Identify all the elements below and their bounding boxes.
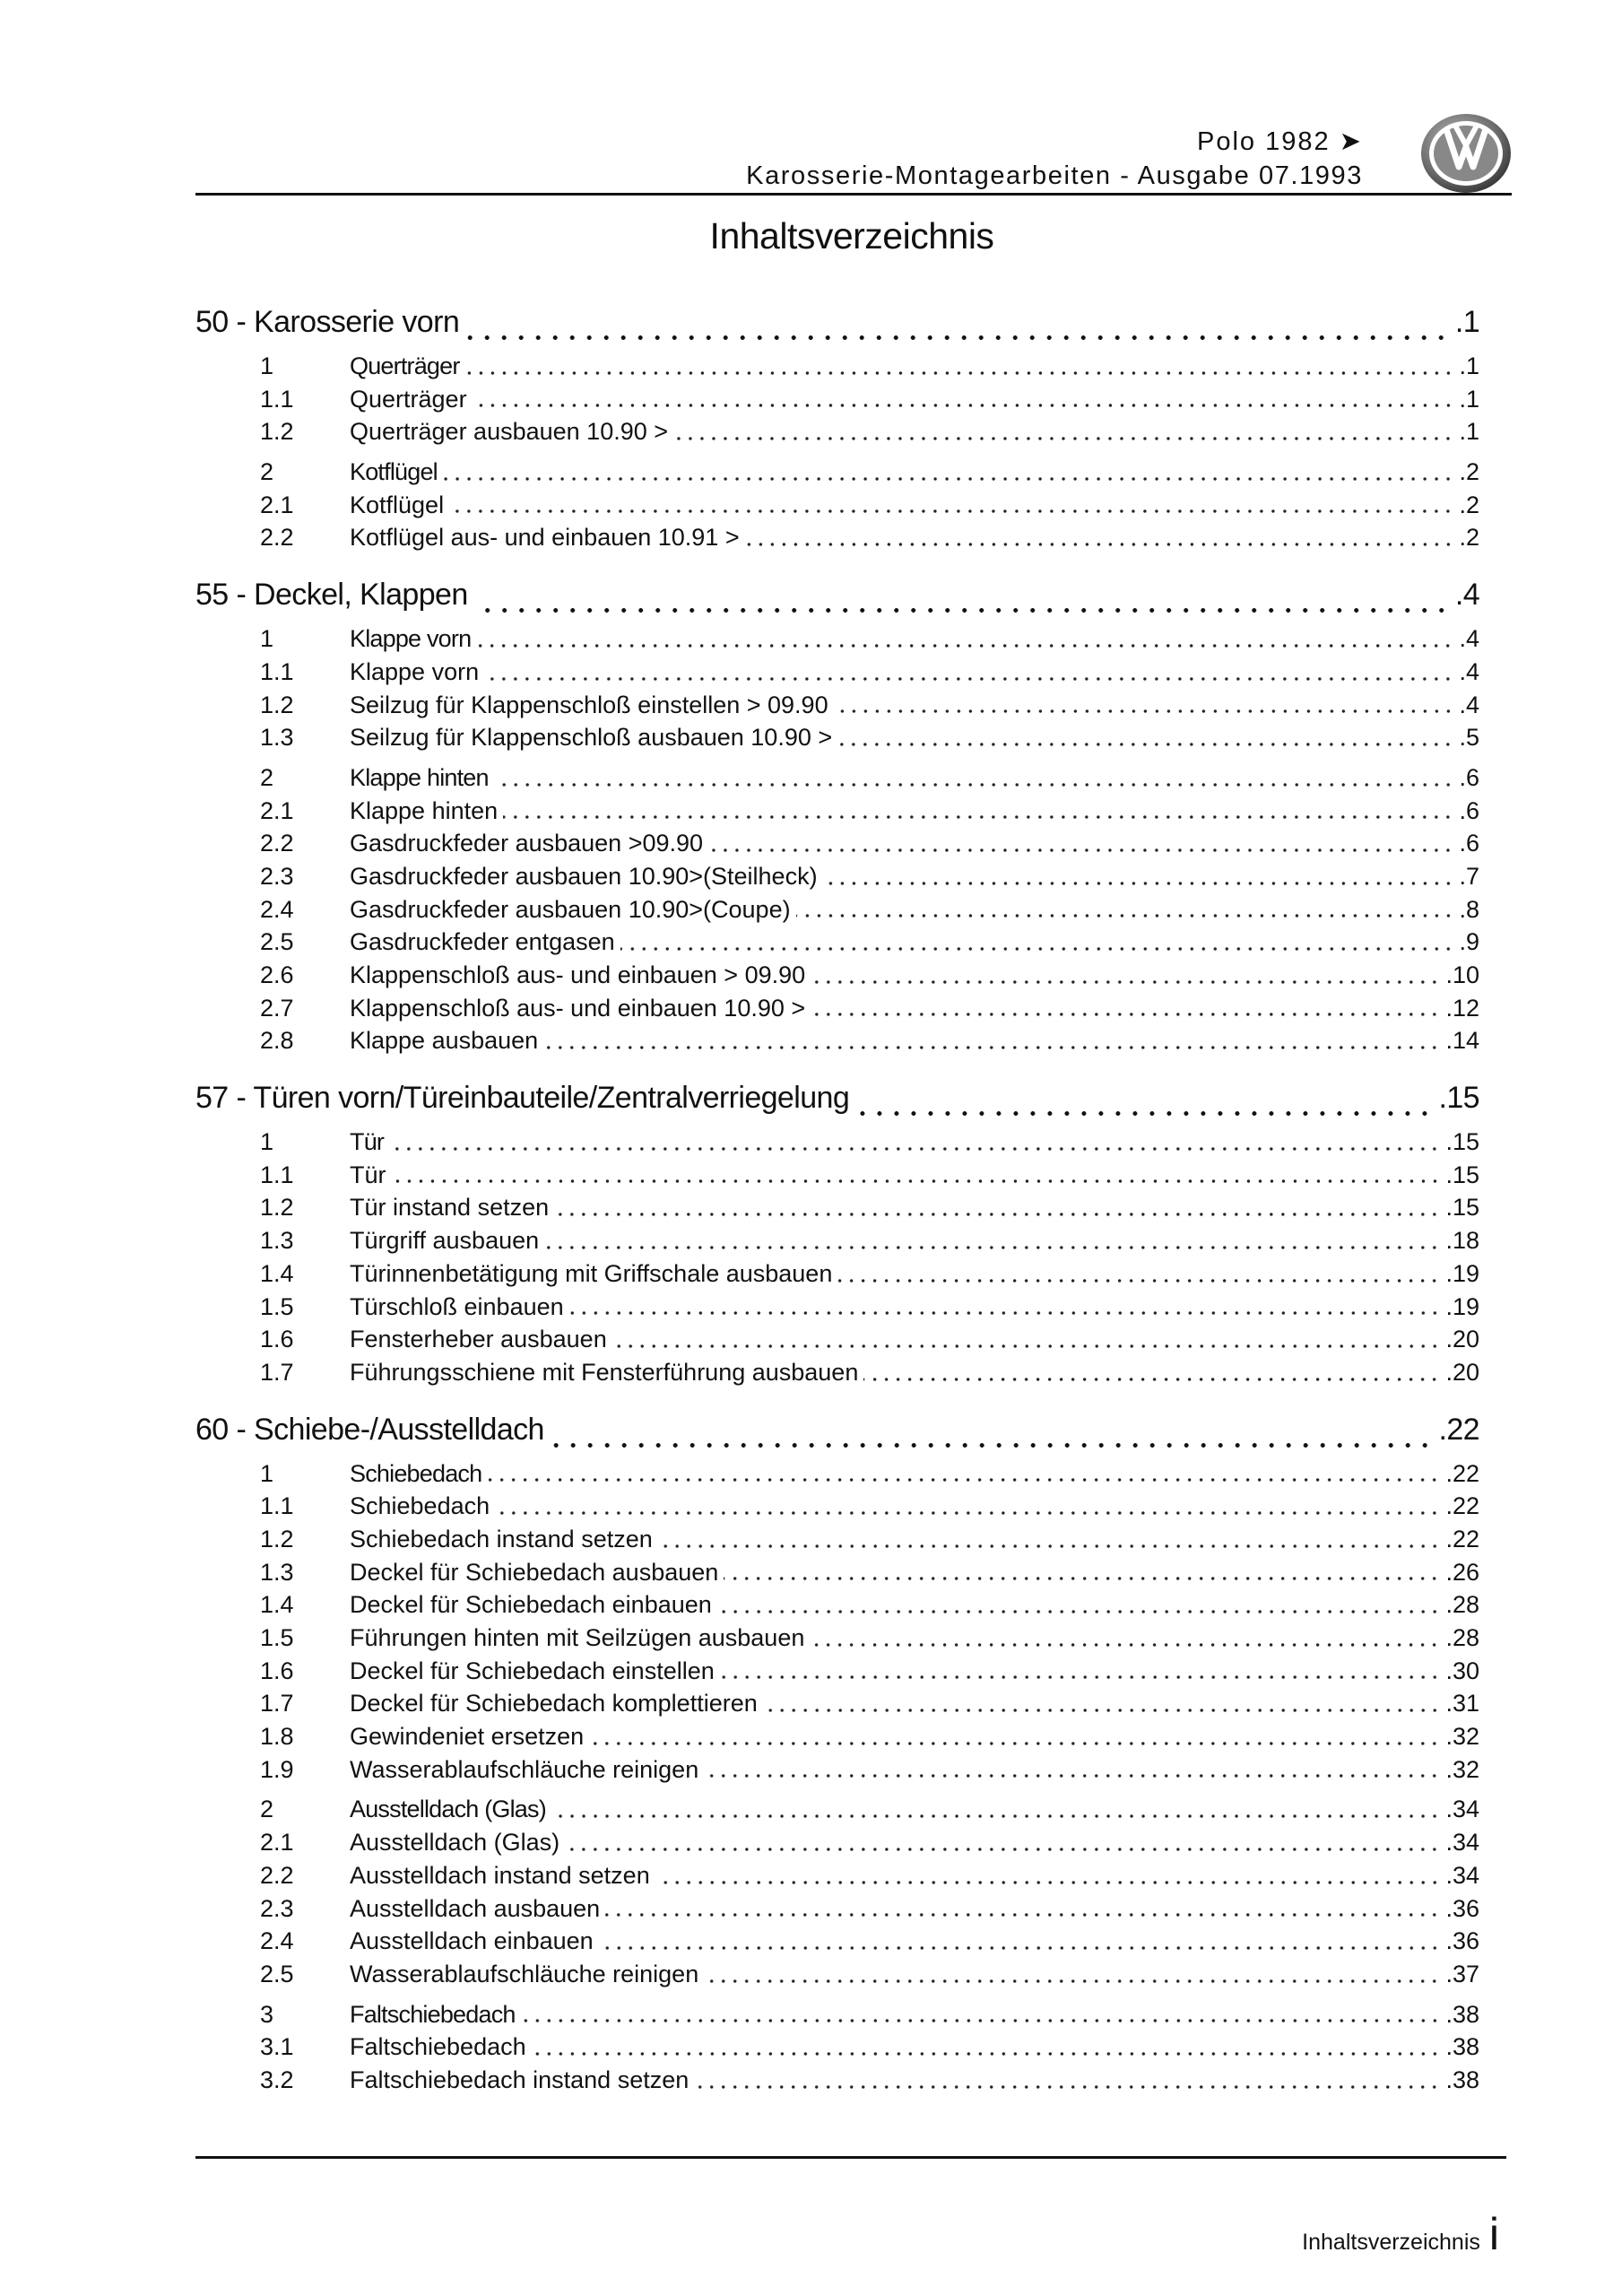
dot-leader xyxy=(720,1674,1441,1680)
entry-number: 1.3 xyxy=(260,724,294,752)
toc-entry[interactable] xyxy=(195,1892,1479,1926)
toc-chapter-heading[interactable] xyxy=(195,578,1479,622)
entry-number: 2.7 xyxy=(260,994,294,1022)
dot-leader xyxy=(704,1979,1440,1984)
toc-entry[interactable] xyxy=(195,1622,1479,1655)
entry-number: 2.1 xyxy=(260,1829,294,1857)
entry-number: 2.3 xyxy=(260,1894,294,1922)
entry-title: Querträger ausbauen 10.90 > xyxy=(350,418,669,446)
chapter-title: 60 - Schiebe-/Ausstelldach xyxy=(195,1412,544,1447)
entry-page: .15 xyxy=(1445,1128,1479,1156)
footer xyxy=(1302,2208,1499,2260)
entry-number: 1.8 xyxy=(260,1723,294,1751)
entry-title: Tür xyxy=(350,1161,386,1188)
toc-entry[interactable] xyxy=(195,1159,1479,1192)
entry-page: .6 xyxy=(1459,796,1479,824)
toc-group xyxy=(195,761,1479,1057)
chapter-page: .1 xyxy=(1454,305,1479,339)
toc-chapter xyxy=(195,1081,1479,1389)
entry-title: Deckel für Schiebedach einbauen xyxy=(350,1591,712,1619)
toc-entry[interactable] xyxy=(195,860,1479,893)
toc-entry[interactable] xyxy=(195,1556,1479,1589)
toc-entry[interactable] xyxy=(195,959,1479,992)
dot-leader xyxy=(487,1477,1440,1483)
entry-number: 2.5 xyxy=(260,1960,294,1987)
toc-entry[interactable] xyxy=(195,893,1479,926)
entry-number: 1.1 xyxy=(260,1492,294,1520)
toc-chapter xyxy=(195,1413,1479,2097)
entry-number: 2.2 xyxy=(260,524,294,552)
dot-leader xyxy=(863,1377,1440,1382)
entry-title: Klappenschloß aus- und einbauen 10.90 > xyxy=(350,994,806,1022)
dot-leader xyxy=(543,1045,1440,1050)
dot-leader xyxy=(810,1642,1440,1648)
toc-group xyxy=(195,456,1479,554)
toc-entry[interactable] xyxy=(195,1257,1479,1291)
entry-page: .7 xyxy=(1459,862,1479,890)
entry-page: .28 xyxy=(1445,1591,1479,1619)
entry-title: Querträger xyxy=(350,352,460,379)
dot-leader xyxy=(389,1146,1440,1152)
dot-leader xyxy=(605,1912,1440,1918)
toc-entry[interactable] xyxy=(195,827,1479,860)
entry-title: Ausstelldach instand setzen xyxy=(350,1861,650,1889)
dot-leader xyxy=(473,403,1454,408)
toc-entry[interactable] xyxy=(195,761,1479,795)
page-title: Inhaltsverzeichnis xyxy=(709,215,994,257)
toc-chapter xyxy=(195,305,1479,554)
entry-title: Türgriff ausbauen xyxy=(350,1227,540,1255)
entry-title: Kotflügel xyxy=(350,491,445,518)
toc-entry[interactable] xyxy=(195,1224,1479,1257)
entry-title: Faltschiebedach instand setzen xyxy=(350,2066,690,2093)
entry-page: .1 xyxy=(1459,385,1479,413)
entry-page: .2 xyxy=(1459,524,1479,552)
entry-number: 1.5 xyxy=(260,1624,294,1651)
entry-page: .15 xyxy=(1445,1161,1479,1188)
entry-page: .6 xyxy=(1459,830,1479,857)
entry-title: Deckel für Schiebedach komplettieren xyxy=(350,1690,758,1718)
entry-number: 1 xyxy=(260,352,274,379)
entry-page: .38 xyxy=(1445,2066,1479,2093)
toc-entry[interactable] xyxy=(195,1126,1479,1159)
toc-entry[interactable] xyxy=(195,1356,1479,1389)
toc-chapter-heading[interactable] xyxy=(195,1413,1479,1457)
header-model: Polo 1982 ➤ xyxy=(1197,127,1363,156)
chapter-page: .22 xyxy=(1438,1412,1479,1447)
entry-number: 2.8 xyxy=(260,1027,294,1055)
entry-page: .10 xyxy=(1445,961,1479,988)
entry-number: 1.3 xyxy=(260,1227,294,1255)
entry-page: .37 xyxy=(1445,1960,1479,1987)
entry-title: Klappe ausbauen xyxy=(350,1027,539,1055)
toc-entry[interactable] xyxy=(195,926,1479,959)
dot-leader xyxy=(532,2051,1441,2057)
entry-page: .1 xyxy=(1459,352,1479,379)
toc-entry[interactable] xyxy=(195,1720,1479,1753)
dot-leader xyxy=(834,709,1454,714)
entry-title: Faltschiebedach xyxy=(350,2000,516,2028)
toc-entry[interactable] xyxy=(195,350,1479,383)
dot-leader xyxy=(473,607,1450,613)
dot-leader xyxy=(612,1344,1441,1349)
dot-leader xyxy=(449,509,1453,514)
toc-entry[interactable] xyxy=(195,721,1479,754)
entry-number: 2.1 xyxy=(260,796,294,824)
entry-number: 2.5 xyxy=(260,928,294,956)
entry-number: 1.2 xyxy=(260,691,294,718)
entry-number: 1 xyxy=(260,1128,274,1156)
chapter-title: 50 - Karosserie vorn xyxy=(195,305,460,339)
entry-page: .32 xyxy=(1445,1755,1479,1783)
dot-leader xyxy=(837,1278,1440,1283)
entry-page: .34 xyxy=(1445,1861,1479,1889)
toc-entry[interactable] xyxy=(195,2064,1479,2097)
entry-number: 2.3 xyxy=(260,862,294,890)
dot-leader xyxy=(392,1178,1441,1184)
toc-entry[interactable] xyxy=(195,1998,1479,2031)
dot-leader xyxy=(503,814,1453,820)
toc-entry[interactable] xyxy=(195,1925,1479,1958)
vw-logo-icon xyxy=(1419,113,1513,194)
entry-number: 1 xyxy=(260,1459,274,1487)
entry-page: .31 xyxy=(1445,1690,1479,1718)
entry-title: Schiebedach xyxy=(350,1492,490,1520)
entry-page: .38 xyxy=(1445,2033,1479,2061)
entry-number: 2.4 xyxy=(260,895,294,923)
dot-leader xyxy=(521,2018,1441,2023)
dot-leader xyxy=(763,1708,1441,1713)
entry-title: Gasdruckfeder ausbauen 10.90>(Steilheck) xyxy=(350,862,818,890)
entry-number: 1.2 xyxy=(260,418,294,446)
footer-divider xyxy=(195,2156,1506,2159)
entry-number: 1 xyxy=(260,625,274,653)
dot-leader xyxy=(589,1741,1440,1746)
dot-leader xyxy=(837,742,1453,747)
toc-entry[interactable] xyxy=(195,992,1479,1025)
dot-leader xyxy=(476,643,1453,648)
dot-leader xyxy=(544,1245,1440,1250)
toc-entry[interactable] xyxy=(195,1958,1479,1991)
entry-title: Türinnenbetätigung mit Griffschale ausbauen xyxy=(350,1259,833,1287)
entry-title: Türschloß einbauen xyxy=(350,1292,564,1320)
dot-leader xyxy=(796,913,1454,918)
entry-title: Gewindeniet ersetzen xyxy=(350,1723,585,1751)
entry-title: Klappe vorn xyxy=(350,657,480,685)
toc-entry[interactable] xyxy=(195,1793,1479,1826)
entry-number: 1.9 xyxy=(260,1755,294,1783)
toc-entry[interactable] xyxy=(195,383,1479,416)
entry-page: .30 xyxy=(1445,1657,1479,1684)
entry-number: 1.7 xyxy=(260,1690,294,1718)
entry-page: .4 xyxy=(1459,691,1479,718)
entry-title: Tür instand setzen xyxy=(350,1194,550,1222)
entry-number: 1.6 xyxy=(260,1657,294,1684)
entry-title: Kotflügel xyxy=(350,458,438,486)
toc-group xyxy=(195,350,1479,448)
entry-title: Führungen hinten mit Seilzügen ausbauen xyxy=(350,1624,805,1651)
toc-entry[interactable] xyxy=(195,1457,1479,1491)
chapter-title: 57 - Türen vorn/Türeinbauteile/Zentralverriegelung xyxy=(195,1081,850,1116)
entry-page: .36 xyxy=(1445,1927,1479,1955)
dot-leader xyxy=(717,1609,1441,1614)
toc-entry[interactable] xyxy=(195,1826,1479,1859)
toc-chapter-heading[interactable] xyxy=(195,1081,1479,1126)
toc-entry[interactable] xyxy=(195,656,1479,689)
dot-leader xyxy=(854,1110,1433,1117)
dot-leader xyxy=(673,436,1453,441)
entry-page: .28 xyxy=(1445,1624,1479,1651)
toc-entry[interactable] xyxy=(195,489,1479,522)
entry-number: 2.6 xyxy=(260,961,294,988)
dot-leader xyxy=(658,1544,1441,1549)
toc-group xyxy=(195,1126,1479,1389)
dot-leader xyxy=(620,946,1454,952)
entry-page: .20 xyxy=(1445,1358,1479,1386)
entry-number: 2 xyxy=(260,763,274,791)
toc-entry[interactable] xyxy=(195,1588,1479,1622)
entry-title: Ausstelldach einbauen xyxy=(350,1927,594,1955)
toc-entry[interactable] xyxy=(195,795,1479,828)
entry-title: Ausstelldach (Glas) xyxy=(350,1829,560,1857)
dot-leader xyxy=(569,1310,1441,1316)
dot-leader xyxy=(443,476,1454,482)
entry-number: 1.2 xyxy=(260,1194,294,1222)
entry-title: Gasdruckfeder entgasen xyxy=(350,928,615,956)
entry-number: 1.1 xyxy=(260,1161,294,1188)
entry-page: .34 xyxy=(1445,1829,1479,1857)
toc-entry[interactable] xyxy=(195,415,1479,448)
dot-leader xyxy=(708,848,1453,853)
entry-page: .22 xyxy=(1445,1492,1479,1520)
toc-entry[interactable] xyxy=(195,1655,1479,1688)
entry-page: .19 xyxy=(1445,1292,1479,1320)
toc-entry[interactable] xyxy=(195,1490,1479,1523)
chapter-page: .15 xyxy=(1438,1081,1479,1116)
toc-chapter-heading[interactable] xyxy=(195,305,1479,350)
entry-title: Ausstelldach (Glas) xyxy=(350,1796,546,1823)
entry-number: 1.4 xyxy=(260,1259,294,1287)
entry-page: .22 xyxy=(1445,1459,1479,1487)
entry-page: .14 xyxy=(1445,1027,1479,1055)
entry-title: Klappenschloß aus- und einbauen > 09.90 xyxy=(350,961,806,988)
dot-leader xyxy=(823,881,1454,886)
entry-number: 3.2 xyxy=(260,2066,294,2093)
toc-entry[interactable] xyxy=(195,622,1479,656)
entry-number: 2.4 xyxy=(260,1927,294,1955)
entry-title: Fensterheber ausbauen xyxy=(350,1326,607,1353)
dot-leader xyxy=(554,1212,1440,1217)
entry-title: Deckel für Schiebedach einstellen xyxy=(350,1657,715,1684)
toc-entry[interactable] xyxy=(195,456,1479,489)
entry-page: .9 xyxy=(1459,928,1479,956)
entry-page: .18 xyxy=(1445,1227,1479,1255)
entry-title: Kotflügel aus- und einbauen 10.91 > xyxy=(350,524,740,552)
dot-leader xyxy=(655,1880,1441,1885)
entry-page: .22 xyxy=(1445,1525,1479,1552)
toc-group xyxy=(195,622,1479,754)
entry-page: .5 xyxy=(1459,724,1479,752)
toc-entry[interactable] xyxy=(195,521,1479,554)
dot-leader xyxy=(811,979,1440,985)
footer-label: Inhaltsverzeichnis xyxy=(1302,2230,1480,2255)
table-of-contents xyxy=(195,305,1479,2120)
entry-number: 1.1 xyxy=(260,385,294,413)
entry-title: Klappe vorn xyxy=(350,625,472,653)
entry-number: 1.4 xyxy=(260,1591,294,1619)
entry-page: .26 xyxy=(1445,1558,1479,1586)
toc-group xyxy=(195,1998,1479,2097)
entry-page: .20 xyxy=(1445,1326,1479,1353)
entry-title: Schiebedach instand setzen xyxy=(350,1525,653,1552)
entry-title: Klappe hinten xyxy=(350,763,489,791)
entry-title: Wasserablaufschläuche reinigen xyxy=(350,1755,699,1783)
entry-title: Gasdruckfeder ausbauen >09.90 xyxy=(350,830,704,857)
dot-leader xyxy=(495,1510,1440,1516)
chapter-page: .4 xyxy=(1454,578,1479,613)
entry-title: Seilzug für Klappenschloß ausbauen 10.90 > xyxy=(350,724,833,752)
entry-page: .38 xyxy=(1445,2000,1479,2028)
toc-entry[interactable] xyxy=(195,1191,1479,1224)
chapter-title: 55 - Deckel, Klappen xyxy=(195,578,468,613)
entry-number: 2.2 xyxy=(260,830,294,857)
entry-page: .12 xyxy=(1445,994,1479,1022)
entry-title: Faltschiebedach xyxy=(350,2033,526,2061)
entry-page: .1 xyxy=(1459,418,1479,446)
entry-number: 1.2 xyxy=(260,1525,294,1552)
dot-leader xyxy=(551,1813,1441,1819)
entry-title: Gasdruckfeder ausbauen 10.90>(Coupe) xyxy=(350,895,791,923)
dot-leader xyxy=(599,1945,1441,1951)
entry-title: Wasserablaufschläuche reinigen xyxy=(350,1960,699,1987)
entry-number: 2 xyxy=(260,1796,274,1823)
entry-page: .19 xyxy=(1445,1259,1479,1287)
entry-number: 2.1 xyxy=(260,491,294,518)
toc-entry[interactable] xyxy=(195,689,1479,722)
entry-title: Ausstelldach ausbauen xyxy=(350,1894,601,1922)
dot-leader xyxy=(464,335,1450,341)
dot-leader xyxy=(694,2084,1440,2090)
entry-page: .32 xyxy=(1445,1723,1479,1751)
entry-title: Führungsschiene mit Fensterführung ausbauen xyxy=(350,1358,859,1386)
entry-number: 2.2 xyxy=(260,1861,294,1889)
toc-entry[interactable] xyxy=(195,1323,1479,1356)
entry-number: 1.3 xyxy=(260,1558,294,1586)
toc-chapter xyxy=(195,578,1479,1057)
entry-number: 3.1 xyxy=(260,2033,294,2061)
entry-page: .2 xyxy=(1459,491,1479,518)
toc-entry[interactable] xyxy=(195,1024,1479,1057)
dot-leader xyxy=(704,1773,1440,1779)
dot-leader xyxy=(494,782,1454,787)
entry-page: .8 xyxy=(1459,895,1479,923)
entry-page: .34 xyxy=(1445,1796,1479,1823)
dot-leader xyxy=(565,1847,1440,1852)
entry-number: 2 xyxy=(260,458,274,486)
toc-entry[interactable] xyxy=(195,1291,1479,1324)
toc-entry[interactable] xyxy=(195,1687,1479,1720)
entry-page: .4 xyxy=(1459,657,1479,685)
toc-entry[interactable] xyxy=(195,2031,1479,2064)
entry-title: Klappe hinten xyxy=(350,796,499,824)
entry-title: Seilzug für Klappenschloß einstellen > 09.90 xyxy=(350,691,828,718)
entry-page: .2 xyxy=(1459,458,1479,486)
dot-leader xyxy=(484,676,1453,682)
toc-entry[interactable] xyxy=(195,1859,1479,1892)
toc-group xyxy=(195,1457,1479,1787)
dot-leader xyxy=(465,370,1454,376)
dot-leader xyxy=(745,542,1454,547)
entry-title: Schiebedach xyxy=(350,1459,482,1487)
toc-entry[interactable] xyxy=(195,1523,1479,1556)
entry-page: .4 xyxy=(1459,625,1479,653)
header-subtitle: Karosserie-Montagearbeiten - Ausgabe 07.1993 xyxy=(746,161,1363,190)
footer-page-number: i xyxy=(1488,2209,1499,2259)
entry-number: 1.7 xyxy=(260,1358,294,1386)
entry-number: 1.1 xyxy=(260,657,294,685)
dot-leader xyxy=(811,1012,1440,1017)
entry-page: .6 xyxy=(1459,763,1479,791)
entry-number: 3 xyxy=(260,2000,274,2028)
entry-title: Deckel für Schiebedach ausbauen xyxy=(350,1558,719,1586)
entry-page: .36 xyxy=(1445,1894,1479,1922)
entry-number: 1.6 xyxy=(260,1326,294,1353)
entry-title: Querträger xyxy=(350,385,467,413)
dot-leader xyxy=(550,1442,1434,1448)
entry-number: 1.5 xyxy=(260,1292,294,1320)
toc-group xyxy=(195,1793,1479,1990)
dot-leader xyxy=(724,1576,1440,1581)
toc-entry[interactable] xyxy=(195,1753,1479,1787)
header-divider xyxy=(195,193,1512,196)
entry-title: Tür xyxy=(350,1128,385,1156)
entry-page: .15 xyxy=(1445,1194,1479,1222)
